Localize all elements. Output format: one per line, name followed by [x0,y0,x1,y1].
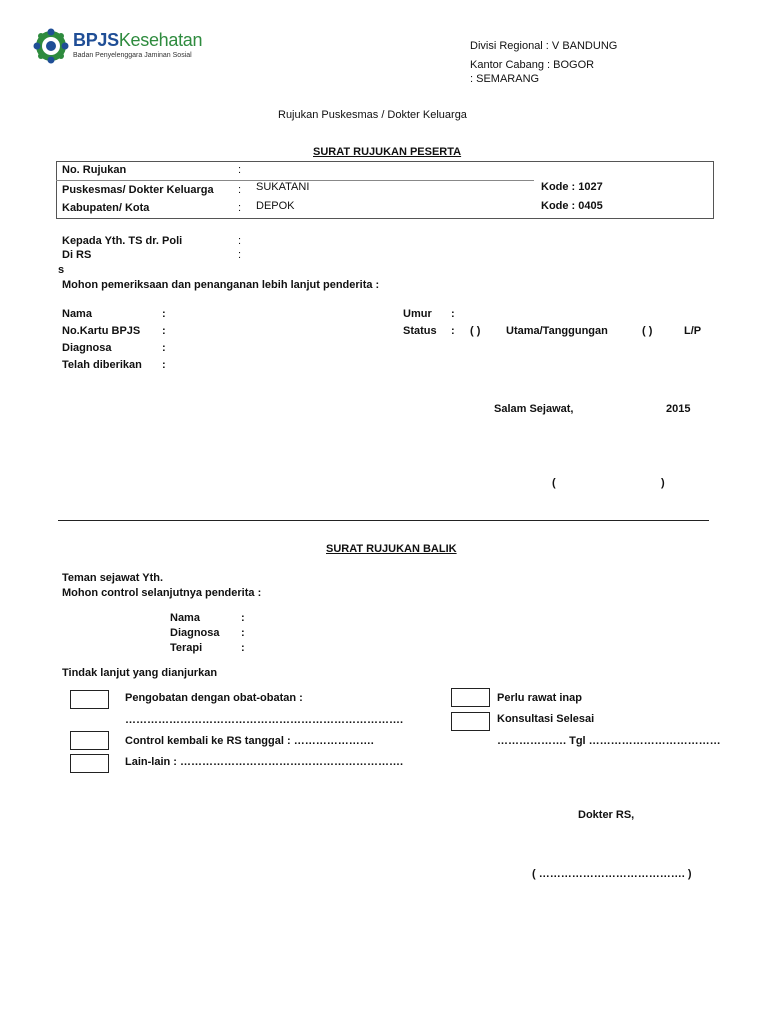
tindak-lanjut: Tindak lanjut yang dianjurkan [62,667,218,679]
section-separator [58,520,709,521]
pengobatan-dots: …………………………………………………………………. [125,714,404,726]
dokter-sign: ( …………………………………. ) [532,868,692,880]
lain-lain-checkbox[interactable] [70,754,109,773]
balik-diagnosa-label: Diagnosa [170,627,220,639]
colon: : [162,308,166,320]
utama-tanggungan: Utama/Tanggungan [506,325,608,337]
rujukan-peserta-title: SURAT RUJUKAN PESERTA [313,146,462,158]
puskesmas-label: Puskesmas/ Dokter Keluarga [62,184,214,196]
umur-label: Umur [403,308,432,320]
kepada-label: Kepada Yth. TS dr. Poli [62,235,183,247]
colon: : [238,235,242,247]
lp-paren: ( ) [642,325,653,337]
tgl-line: ………………. Tgl ……………………………… [497,735,721,747]
status-paren: ( ) [470,325,481,337]
status-label: Status [403,325,437,337]
konsultasi-checkbox[interactable] [451,712,490,731]
lain-lain-label: Lain-lain : ……………………………………………………. [125,756,404,768]
colon: : [238,202,242,214]
rawat-inap-checkbox[interactable] [451,688,490,707]
puskesmas-value: SUKATANI [256,181,310,193]
logo-brand: BPJSKesehatan [73,30,203,50]
nama-label: Nama [62,308,92,320]
control-checkbox[interactable] [70,731,109,750]
teman-sejawat: Teman sejawat Yth. [62,572,164,584]
colon: : [451,308,455,320]
dokter-rs: Dokter RS, [578,809,635,821]
telah-label: Telah diberikan [62,359,142,371]
colon: : [162,342,166,354]
no-rujukan-label: No. Rujukan [62,164,127,176]
rawat-inap-label: Perlu rawat inap [497,692,582,704]
bpjs-emblem-icon [33,28,69,64]
konsultasi-label: Konsultasi Selesai [497,713,595,725]
document-subtitle: Rujukan Puskesmas / Dokter Keluarga [278,109,467,121]
colon: : [162,325,166,337]
colon: : [238,164,242,176]
year: 2015 [666,403,691,415]
salam-sejawat: Salam Sejawat, [494,403,574,415]
colon: : [241,642,245,654]
control-label: Control kembali ke RS tanggal : …………………. [125,735,374,747]
colon: : [238,249,242,261]
kantor-cabang-2: : SEMARANG [470,73,540,85]
dirs-label: Di RS [62,249,92,261]
puskesmas-kode: Kode : 1027 [541,181,603,193]
kantor-cabang: Kantor Cabang : BOGOR [470,59,595,71]
dirs-cont: s [58,264,65,276]
kabupaten-value: DEPOK [256,200,295,212]
kabupaten-kode: Kode : 0405 [541,200,603,212]
balik-terapi-label: Terapi [170,642,203,654]
pengobatan-checkbox[interactable] [70,690,109,709]
lp-label: L/P [684,325,702,337]
colon: : [241,627,245,639]
colon: : [241,612,245,624]
colon: : [162,359,166,371]
mohon-control: Mohon control selanjutnya penderita : [62,587,262,599]
diagnosa-label: Diagnosa [62,342,112,354]
kartu-label: No.Kartu BPJS [62,325,141,337]
colon: : [238,184,242,196]
sign-close: ) [661,477,665,489]
rujukan-balik-title: SURAT RUJUKAN BALIK [326,543,457,555]
pengobatan-label: Pengobatan dengan obat-obatan : [125,692,303,704]
divisi-regional: Divisi Regional : V BANDUNG [470,40,618,52]
balik-nama-label: Nama [170,612,200,624]
kabupaten-label: Kabupaten/ Kota [62,202,150,214]
bpjs-logo [33,28,205,64]
sign-open: ( [552,477,556,489]
colon: : [451,325,455,337]
mohon-pemeriksaan: Mohon pemeriksaan dan penanganan lebih lanjut penderita : [62,279,380,291]
logo-subtitle: Badan Penyelenggara Jaminan Sosial [73,52,192,59]
